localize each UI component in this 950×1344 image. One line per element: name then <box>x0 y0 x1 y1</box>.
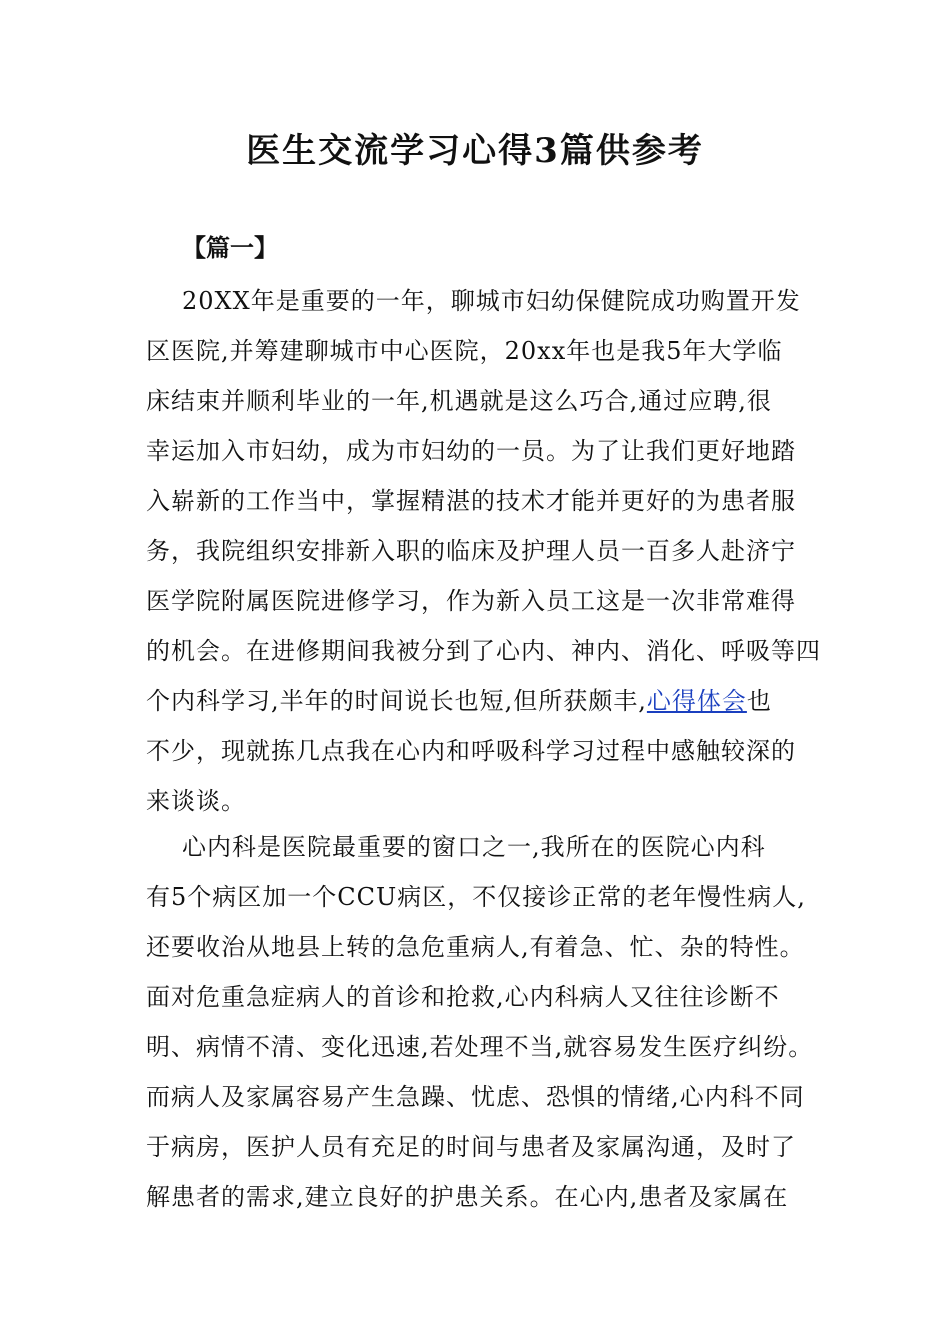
paragraph-line: 解患者的需求,建立良好的护患关系。在心内,患者及家属在 <box>146 1183 789 1211</box>
paragraph-line: 幸运加入市妇幼，成为市妇幼的一员。为了让我们更好地踏 <box>146 437 796 465</box>
paragraph-line: 明、病情不清、变化迅速,若处理不当,就容易发生医疗纠纷。 <box>146 1033 814 1061</box>
paragraph-line-with-link <box>146 676 826 726</box>
paragraph-line: 心内科是医院最重要的窗口之一,我所在的医院心内科 <box>182 833 766 861</box>
paragraph-line: 而病人及家属容易产生急躁、忧虑、恐惧的情绪,心内科不同 <box>146 1083 805 1111</box>
paragraph-line: 区医院,并筹建聊城市中心医院，20xx年也是我5年大学临 <box>146 337 783 365</box>
paragraph-line: 来谈谈。 <box>146 787 246 815</box>
paragraph-1 <box>146 276 826 826</box>
paragraph-line: 20XX年是重要的一年，聊城市妇幼保健院成功购置开发 <box>182 287 801 315</box>
paragraph-line: 的机会。在进修期间我被分到了心内、神内、消化、呼吸等四 <box>146 637 821 665</box>
paragraph-line: 床结束并顺利毕业的一年,机遇就是这么巧合,通过应聘,很 <box>146 387 772 415</box>
paragraph-line: 面对危重急症病人的首诊和抢救,心内科病人又往往诊断不 <box>146 983 780 1011</box>
paragraph-2 <box>146 822 826 1222</box>
line-text-before-link: 个内科学习,半年的时间说长也短,但所获颇丰, <box>146 687 647 715</box>
section-heading: 【篇一】 <box>182 233 278 262</box>
xinde-tihui-link[interactable]: 心得体会 <box>646 687 747 715</box>
line-text-after-link: 也 <box>746 687 772 715</box>
paragraph-line: 医学院附属医院进修学习，作为新入员工这是一次非常难得 <box>146 587 796 615</box>
paragraph-line: 入崭新的工作当中，掌握精湛的技术才能并更好的为患者服 <box>146 487 796 515</box>
paragraph-line: 还要收治从地县上转的急危重病人,有着急、忙、杂的特性。 <box>146 933 805 961</box>
paragraph-line: 不少，现就拣几点我在心内和呼吸科学习过程中感触较深的 <box>146 737 796 765</box>
paragraph-line: 务，我院组织安排新入职的临床及护理人员一百多人赴济宁 <box>146 537 796 565</box>
paragraph-line: 于病房，医护人员有充足的时间与患者及家属沟通，及时了 <box>146 1133 796 1161</box>
document-title: 医生交流学习心得3篇供参考 <box>246 131 704 171</box>
paragraph-line: 有5个病区加一个CCU病区，不仅接诊正常的老年慢性病人, <box>146 883 806 911</box>
